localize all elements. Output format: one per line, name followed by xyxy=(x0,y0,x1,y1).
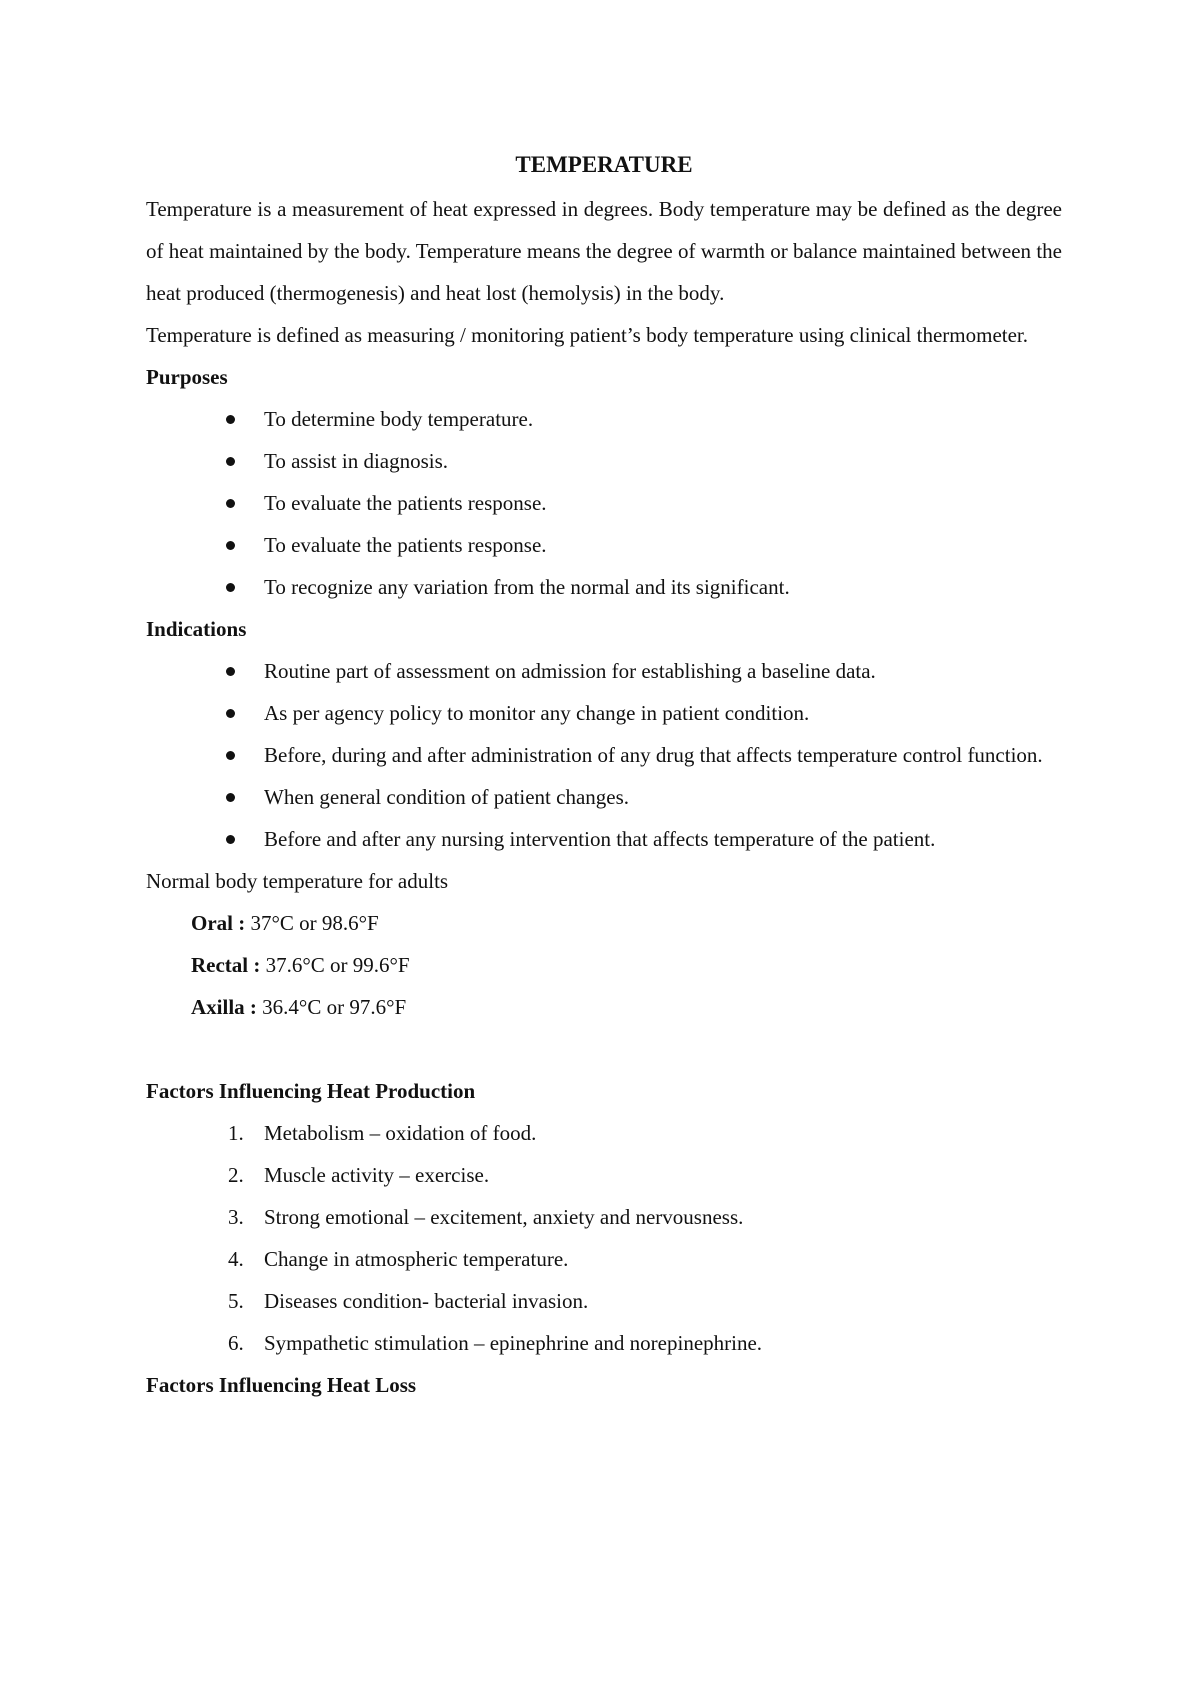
list-item xyxy=(146,524,1062,566)
list-number: 2. xyxy=(228,1163,244,1187)
temperature-row-rectal xyxy=(146,944,1062,986)
blank-line xyxy=(146,1028,1062,1070)
list-item-text: Sympathetic stimulation – epinephrine and norepinephrine. xyxy=(264,1331,763,1355)
bullet-icon xyxy=(226,709,235,718)
list-item-text: To evaluate the patients response. xyxy=(264,491,547,515)
list-item-text: Muscle activity – exercise. xyxy=(264,1163,490,1187)
normal-temperature-list xyxy=(146,902,1062,1028)
list-item xyxy=(146,818,1062,860)
intro-paragraph-measurement: Temperature is defined as measuring / monitoring patient’s body temperature using clinical thermometer. xyxy=(146,323,1029,347)
list-item-text: Strong emotional – excitement, anxiety and nervousness. xyxy=(264,1205,744,1229)
bullet-icon xyxy=(226,751,235,760)
temperature-row-oral xyxy=(146,902,1062,944)
list-item-text: Before, during and after administration of any drug that affects temperature control function. xyxy=(264,743,1043,767)
list-item xyxy=(146,1238,1062,1280)
temperature-row-axilla xyxy=(146,986,1062,1028)
list-item-text: Diseases condition- bacterial invasion. xyxy=(264,1289,589,1313)
list-item-text: Routine part of assessment on admission for establishing a baseline data. xyxy=(264,659,876,683)
bullet-icon xyxy=(226,457,235,466)
temperature-value: 36.4°C or 97.6°F xyxy=(256,995,407,1019)
list-item-text: Change in atmospheric temperature. xyxy=(264,1247,569,1271)
list-number: 6. xyxy=(228,1331,244,1355)
temperature-value: 37°C or 98.6°F xyxy=(245,911,379,935)
list-item-text: As per agency policy to monitor any change in patient condition. xyxy=(264,701,810,725)
bullet-icon xyxy=(226,415,235,424)
bullet-icon xyxy=(226,667,235,676)
temperature-site: Axilla : xyxy=(191,995,257,1019)
normal-temperature-label: Normal body temperature for adults xyxy=(146,869,449,893)
list-item xyxy=(146,566,1062,608)
list-item xyxy=(146,1196,1062,1238)
list-number: 3. xyxy=(228,1205,244,1229)
list-item-text: To evaluate the patients response. xyxy=(264,533,547,557)
heat-production-list xyxy=(146,1112,1062,1364)
list-number: 5. xyxy=(228,1289,244,1313)
purposes-heading: Purposes xyxy=(146,365,228,389)
bullet-icon xyxy=(226,793,235,802)
list-item-text: Before and after any nursing intervention that affects temperature of the patient. xyxy=(264,827,936,851)
list-item xyxy=(146,734,1062,776)
heat-loss-heading: Factors Influencing Heat Loss xyxy=(146,1373,417,1397)
list-item xyxy=(146,440,1062,482)
bullet-icon xyxy=(226,583,235,592)
list-item-text: To assist in diagnosis. xyxy=(264,449,449,473)
list-item xyxy=(146,692,1062,734)
indications-heading: Indications xyxy=(146,617,247,641)
list-item xyxy=(146,482,1062,524)
list-item-text: Metabolism – oxidation of food. xyxy=(264,1121,537,1145)
document-page xyxy=(146,142,1062,1406)
indications-list xyxy=(146,650,1062,860)
bullet-icon xyxy=(226,499,235,508)
heat-production-heading: Factors Influencing Heat Production xyxy=(146,1079,476,1103)
purposes-list xyxy=(146,398,1062,608)
list-number: 4. xyxy=(228,1247,244,1271)
list-item xyxy=(146,1322,1062,1364)
list-item xyxy=(146,1280,1062,1322)
bullet-icon xyxy=(226,835,235,844)
bullet-icon xyxy=(226,541,235,550)
list-item-text: To recognize any variation from the normal and its significant. xyxy=(264,575,790,599)
temperature-site: Rectal : xyxy=(191,953,261,977)
page-title: TEMPERATURE xyxy=(515,152,693,177)
temperature-value: 37.6°C or 99.6°F xyxy=(260,953,410,977)
list-item xyxy=(146,1154,1062,1196)
list-number: 1. xyxy=(228,1121,244,1145)
list-item xyxy=(146,776,1062,818)
list-item xyxy=(146,1112,1062,1154)
temperature-site: Oral : xyxy=(191,911,246,935)
list-item-text: When general condition of patient changes. xyxy=(264,785,630,809)
list-item xyxy=(146,398,1062,440)
list-item xyxy=(146,650,1062,692)
list-item-text: To determine body temperature. xyxy=(264,407,534,431)
intro-paragraph-definition: Temperature is a measurement of heat expressed in degrees. Body temperature may be defined as the degree of heat maintained by the body. Temperature means the degree of warmth or balance maintained between the heat produced (thermogenesis) and heat lost (hemolysis) in the body. xyxy=(146,197,1062,305)
